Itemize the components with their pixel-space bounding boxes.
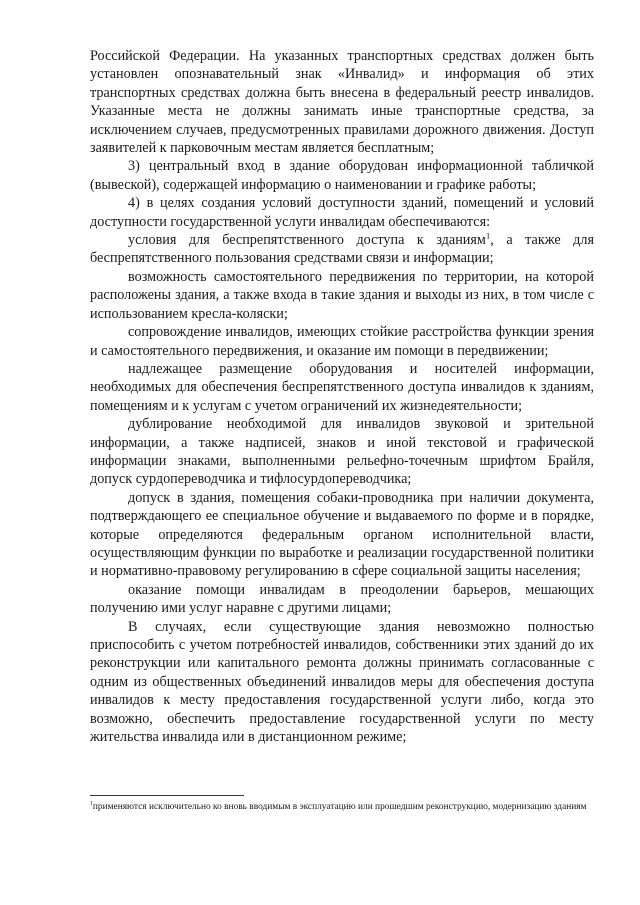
paragraph-equipment: надлежащее размещение оборудования и носителей информации, необходимых для обеспечения беспрепятственного доступа инвалидов к зданиям, помещениям и к услугам с учетом ограничений их жизнедеятельности; (90, 360, 594, 414)
paragraph-movement: возможность самостоятельного передвижения по территории, на которой расположены здания, а также входа в такие здания и выходы из них, в том числе с использованием кресла-коляски; (90, 268, 594, 322)
footnote-divider (90, 795, 244, 796)
paragraph-guide-dog: допуск в здания, помещения собаки-проводника при наличии документа, подтверждающего ее специальное обучение и выдаваемого по форме и в порядке, которые определяются федеральным органом исполнительной власти, осуществляющим функции по выработке и реализации государственной политики и нормативно-правовому регулированию в сфере социальной защиты населения; (90, 489, 594, 580)
footnote-marker: 1 (90, 800, 93, 807)
paragraph-building-access (90, 231, 594, 268)
paragraph-accessibility-intro: 4) в целях создания условий доступности зданий, помещений и условий доступности государственной услуги инвалидам обеспечиваются: (90, 195, 594, 230)
footnote-text: применяются исключительно ко вновь вводимым в эксплуатацию или прошедшим реконструкцию, модернизацию зданиям (92, 802, 587, 812)
paragraph-braille: дублирование необходимой для инвалидов звуковой и зрительной информации, а также надписей, знаков и иной текстовой и графической информации знаками, выполненными рельефно-точечным шрифтом Брайля, допуск сурдопереводчика и тифлосурдопереводчика; (90, 416, 594, 488)
body-text (90, 47, 594, 746)
footnote-reference: 1 (485, 230, 491, 241)
paragraph-escort: сопровождение инвалидов, имеющих стойкие расстройства функции зрения и самостоятельного передвижения, и оказание им помощи в передвижении; (90, 324, 594, 359)
paragraph-barriers: оказание помощи инвалидам в преодолении барьеров, мешающих получению ими услуг наравне с другими лицами; (90, 581, 594, 617)
footnote (90, 801, 594, 814)
building-access-tail: , а также для беспрепятственного пользования средствами связи и информации; (90, 232, 594, 267)
paragraph-existing-buildings: В случаях, если существующие здания невозможно полностью приспособить с учетом потребностей инвалидов, собственники этих зданий до их реконструкции или капитального ремонта должны принимать согласованные с одним из общественных объединений инвалидов меры для обеспечения доступа инвалидов к месту предоставления государственной услуги либо, когда это возможно, обеспечить предоставление государственной услуги по месту жительства инвалида или в дистанционном режиме; (90, 618, 594, 746)
building-access-text: условия для беспрепятственного доступа к зданиям (128, 232, 486, 249)
paragraph-entrance-sign: 3) центральный вход в здание оборудован информационной табличкой (вывеской), содержащей информацию о наименовании и графике работы; (90, 158, 594, 193)
paragraph-parking: Российской Федерации. На указанных транспортных средствах должен быть установлен опознавательный знак «Инвалид» и информация об этих транспортных средствах должна быть внесена в федеральный реестр инвалидов. Указанные места не должны занимать иные транспортные средства, за исключением случаев, предусмотренных правилами дорожного движения. Доступ заявителей к парковочным местам является бесплатным; (90, 48, 594, 157)
